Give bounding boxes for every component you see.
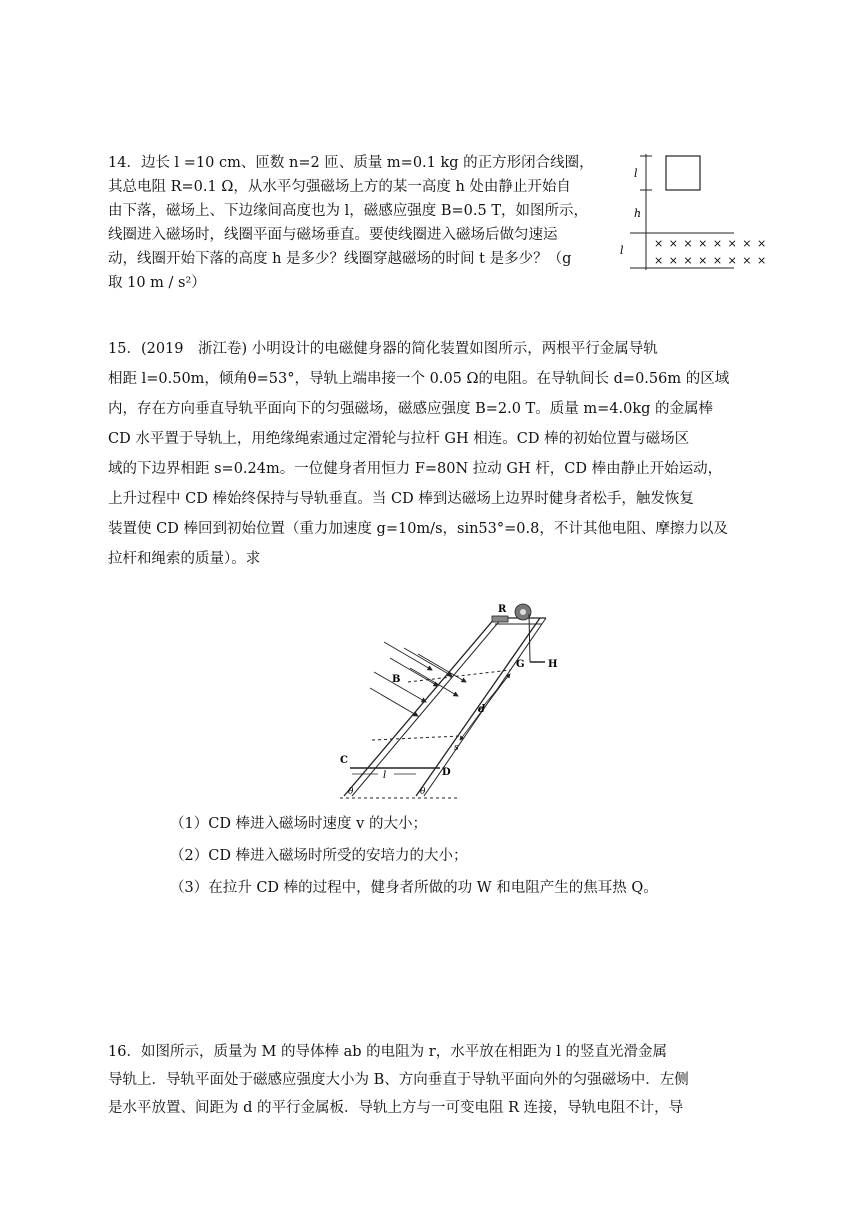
q14-label-l-top: l	[634, 167, 638, 180]
q15-line: 拉杆和绳索的质量）。求	[108, 551, 261, 567]
q14-line: 取 10 m / s²）	[108, 275, 206, 291]
subquestion-1: （1）CD 棒进入磁场时速度 v 的大小；	[170, 816, 427, 832]
q14-line: 其总电阻 R=0.1 Ω，从水平匀强磁场上方的某一高度 h 处由静止开始自	[108, 179, 571, 195]
q15-line: 相距 l=0.50m，倾角θ=53°，导轨上端串接一个 0.05 Ω的电阻。在导轨间长 d=0.56m 的区域	[108, 371, 730, 387]
q15-line: CD 水平置于导轨上，用绝缘绳索通过定滑轮与拉杆 GH 相连。CD 棒的初始位置与磁场区	[108, 431, 690, 447]
q14-coil-figure	[612, 150, 768, 272]
question-16	[108, 1038, 736, 1122]
q14-line: 14．边长 l =10 cm、匝数 n=2 匝、质量 m=0.1 kg 的正方形闭合线圈，	[108, 155, 594, 171]
q14-field-row-2: × × × × × × × ×	[654, 254, 768, 267]
q14-label-l-bottom: l	[620, 244, 624, 257]
question-14	[108, 151, 608, 295]
square-coil	[666, 156, 700, 190]
q16-line: 16．如图所示，质量为 M 的导体棒 ab 的电阻为 r，水平放在相距为 l 的竖直光滑金属	[108, 1044, 668, 1060]
q16-line: 导轨上．导轨平面处于磁感应强度大小为 B、方向垂直于导轨平面向外的匀强磁场中．左侧	[108, 1072, 689, 1088]
q14-field-row-1: × × × × × × × ×	[654, 237, 768, 250]
subquestion-3: （3）在拉升 CD 棒的过程中，健身者所做的功 W 和电阻产生的焦耳热 Q。	[170, 880, 658, 896]
resistor-R	[492, 616, 508, 622]
q15-line: 内，存在方向垂直导轨平面向下的匀强磁场，磁感应强度 B=2.0 T。质量 m=4.0kg 的金属棒	[108, 401, 713, 417]
question-15	[108, 334, 736, 574]
q15-line: 域的下边界相距 s=0.24m。一位健身者用恒力 F=80N 拉动 GH 杆，CD 棒由静止开始运动，	[108, 461, 723, 477]
subquestion-2: （2）CD 棒进入磁场时所受的安培力的大小；	[170, 848, 468, 864]
q15-subquestions	[170, 808, 730, 904]
q14-label-h: h	[634, 207, 642, 220]
label-C: C	[340, 755, 348, 766]
q14-line: 线圈进入磁场时，线圈平面与磁场垂直。要使线圈进入磁场后做匀速运	[108, 227, 558, 243]
label-theta-right: θ	[420, 787, 426, 797]
label-s: s	[454, 743, 459, 753]
q14-line: 动，线圈开始下落的高度 h 是多少？线圈穿越磁场的时间 t 是多少？（g	[108, 251, 572, 267]
q15-rail-figure	[330, 600, 558, 805]
label-theta-left: θ	[348, 787, 354, 797]
label-D: D	[442, 767, 451, 778]
q14-line: 由下落，磁场上、下边缘间高度也为 l，磁感应强度 B=0.5 T，如图所示，	[108, 203, 588, 219]
q16-line: 是水平放置、间距为 d 的平行金属板．导轨上方与一可变电阻 R 连接，导轨电阻不计，导	[108, 1100, 684, 1116]
q15-line: 15．(2019 浙江卷) 小明设计的电磁健身器的简化装置如图所示，两根平行金属导轨	[108, 341, 658, 357]
label-R: R	[498, 604, 507, 615]
label-l: l	[383, 770, 387, 781]
q15-line: 装置使 CD 棒回到初始位置（重力加速度 g=10m/s，sin53°=0.8，不计其他电阻、摩擦力以及	[108, 521, 728, 537]
label-H: H	[548, 659, 558, 670]
label-G: G	[516, 659, 525, 670]
label-d: d	[478, 704, 485, 715]
q15-line: 上升过程中 CD 棒始终保持与导轨垂直。当 CD 棒到达磁场上边界时健身者松手，触发恢复	[108, 491, 694, 507]
label-B: B	[392, 674, 401, 685]
